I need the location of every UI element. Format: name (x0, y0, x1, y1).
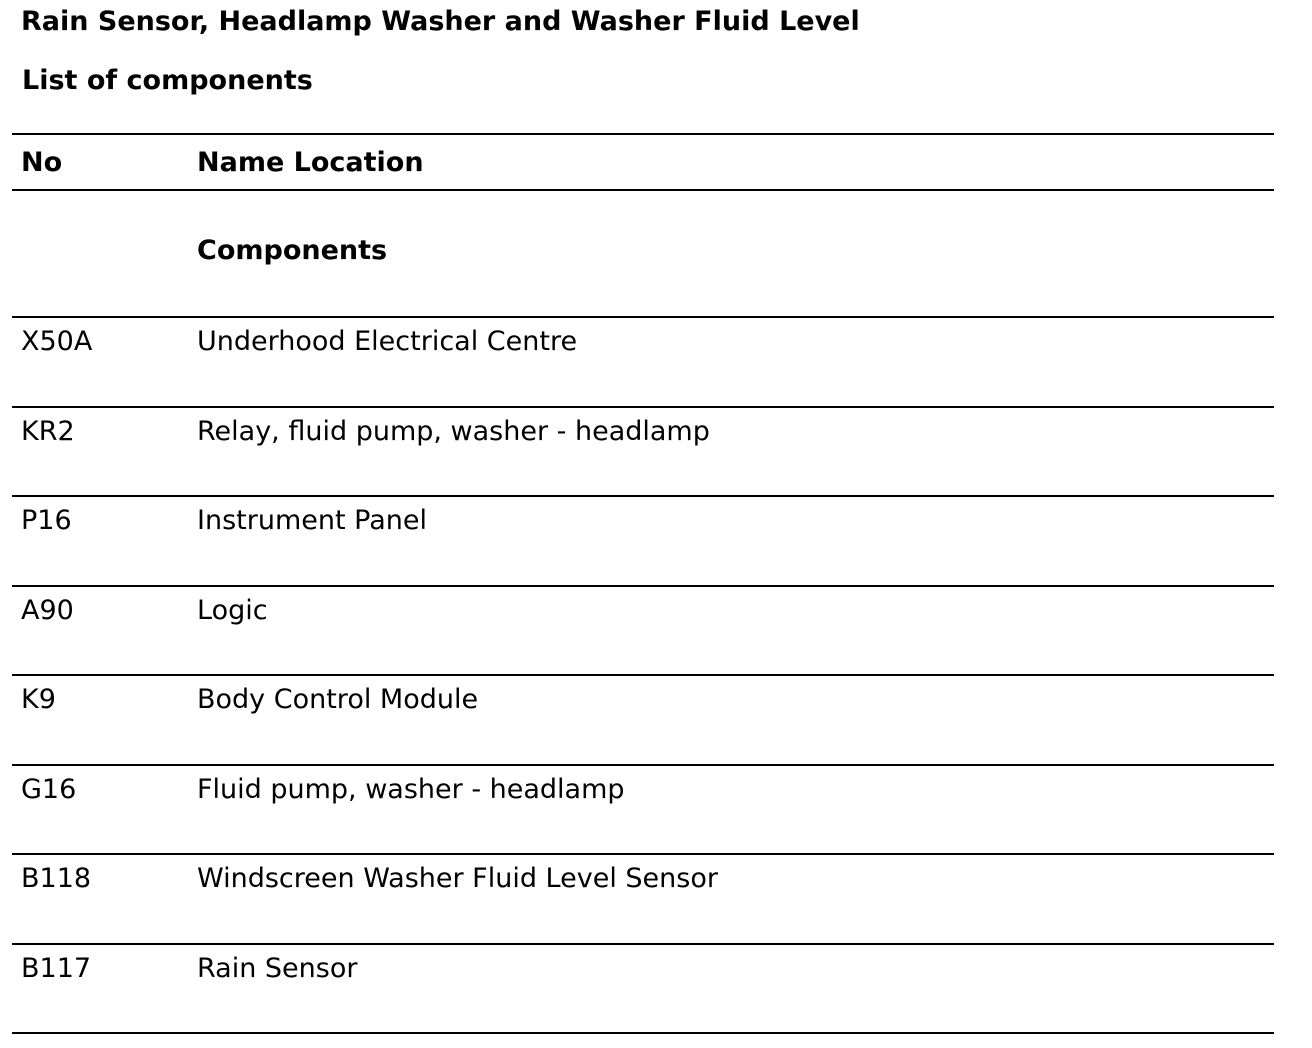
table-row (12, 764, 1274, 854)
section-label: Components (197, 235, 388, 266)
document-title: Rain Sensor, Headlamp Washer and Washer Fluid Level (21, 6, 860, 37)
row-name: Instrument Panel (197, 505, 427, 536)
row-no: A90 (21, 594, 74, 626)
row-no: X50A (21, 326, 93, 357)
table-bottom-rule (12, 1032, 1274, 1034)
table-row (12, 495, 1274, 585)
row-name: Windscreen Washer Fluid Level Sensor (197, 863, 718, 894)
table-row (12, 316, 1274, 406)
table-row (12, 406, 1274, 496)
table-row (12, 853, 1274, 943)
components-table (12, 133, 1274, 1034)
row-no: B117 (21, 952, 92, 984)
row-name: Relay, fluid pump, washer - headlamp (197, 415, 710, 447)
row-no: KR2 (21, 415, 75, 447)
row-name: Rain Sensor (197, 952, 358, 984)
row-no: B118 (21, 863, 92, 894)
table-row (12, 585, 1274, 675)
row-name: Fluid pump, washer - headlamp (197, 773, 625, 805)
row-name: Underhood Electrical Centre (197, 326, 578, 357)
row-name: Body Control Module (197, 684, 479, 715)
table-row (12, 943, 1274, 1033)
row-no: K9 (21, 684, 56, 715)
table-row (12, 674, 1274, 764)
row-name: Logic (197, 594, 268, 626)
header-no: No (21, 147, 63, 178)
header-name-location: Name Location (197, 147, 424, 178)
row-no: G16 (21, 773, 77, 805)
table-header-row (12, 133, 1274, 189)
section-row (12, 189, 1274, 316)
document-subtitle: List of components (22, 65, 313, 96)
row-no: P16 (21, 505, 72, 536)
